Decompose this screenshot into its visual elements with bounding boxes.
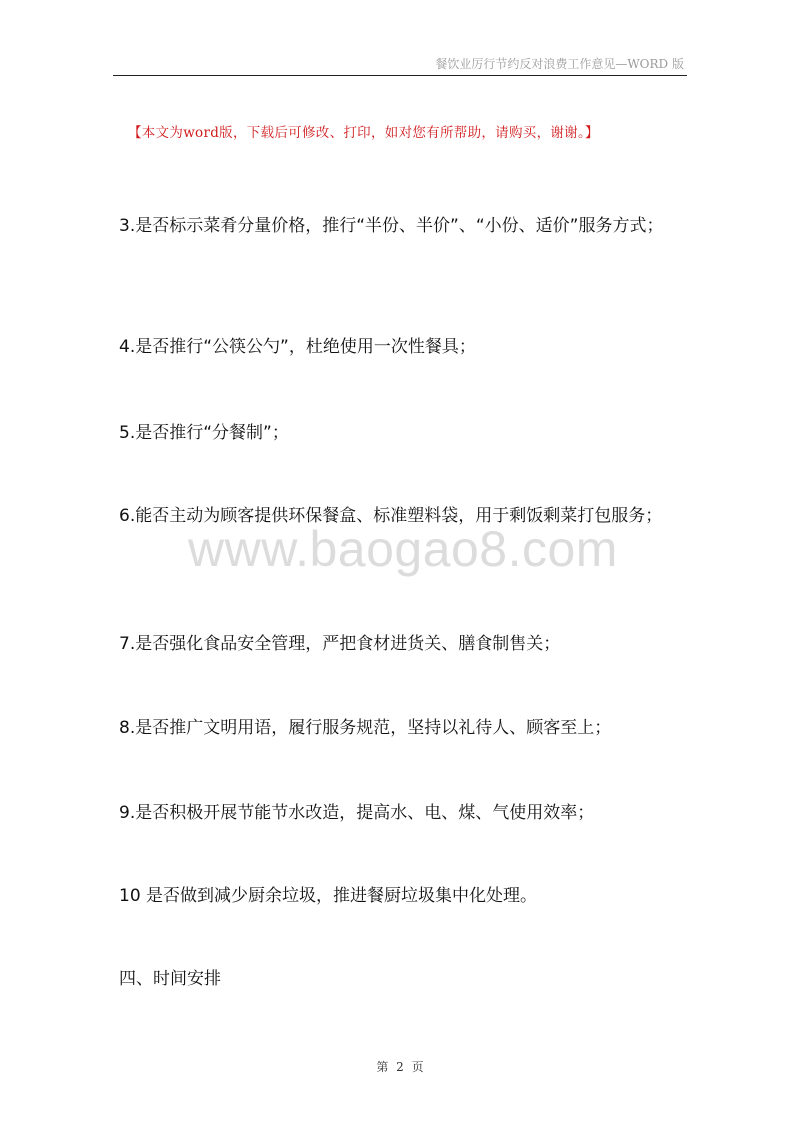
footer-suffix: 页 bbox=[411, 1060, 424, 1074]
paragraph-item-10: 10 是否做到减少厨余垃圾，推进餐厨垃圾集中化处理。 bbox=[119, 886, 538, 906]
page-footer bbox=[0, 1058, 800, 1075]
purchase-notice: 【本文为word版，下载后可修改、打印，如对您有所帮助，请购买，谢谢。】 bbox=[128, 125, 599, 141]
page-number: 2 bbox=[396, 1060, 404, 1074]
paragraph-item-4: 4.是否推行“公筷公勺”，杜绝使用一次性餐具； bbox=[119, 337, 476, 357]
paragraph-item-5: 5.是否推行“分餐制”； bbox=[119, 423, 289, 443]
paragraph-item-7: 7.是否强化食品安全管理，严把食材进货关、膳食制售关； bbox=[119, 634, 561, 654]
watermark: www.baogao8.com bbox=[188, 521, 618, 577]
running-header: 餐饮业厉行节约反对浪费工作意见—WORD 版 bbox=[435, 57, 684, 71]
header-rule bbox=[113, 75, 687, 76]
footer-prefix: 第 bbox=[376, 1060, 389, 1074]
paragraph-item-8: 8.是否推广文明用语，履行服务规范，坚持以礼待人、顾客至上； bbox=[119, 718, 612, 738]
section-heading-schedule: 四、时间安排 bbox=[119, 969, 221, 989]
paragraph-item-9: 9.是否积极开展节能节水改造，提高水、电、煤、气使用效率； bbox=[119, 803, 595, 823]
paragraph-item-6: 6.能否主动为顾客提供环保餐盒、标准塑料袋，用于剩饭剩菜打包服务； bbox=[119, 506, 663, 526]
paragraph-item-3: 3.是否标示菜肴分量价格，推行“半份、半价”、“小份、适价”服务方式； bbox=[119, 216, 664, 236]
